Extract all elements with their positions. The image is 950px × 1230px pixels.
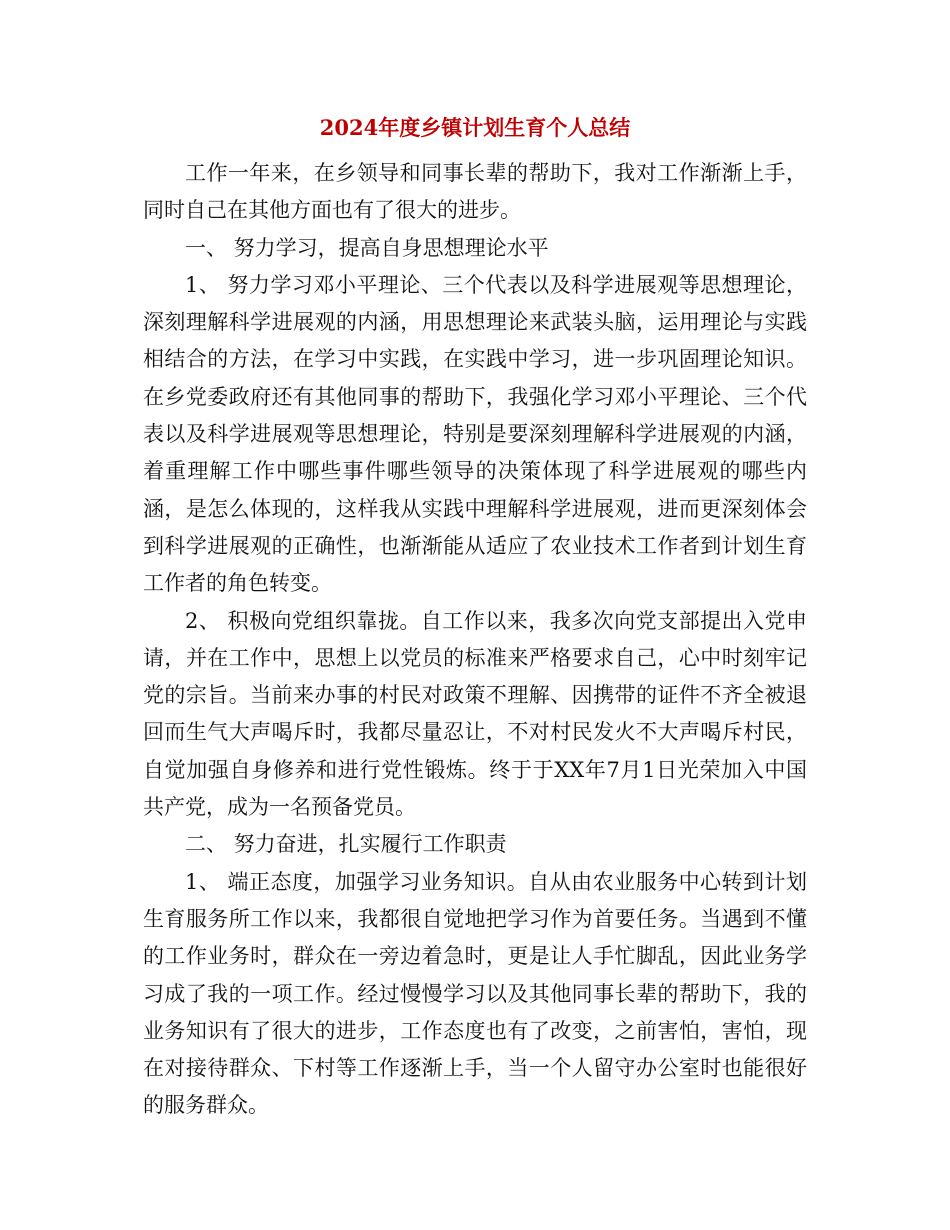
section-heading-2: 二、 努力奋进，扎实履行工作职责 (185, 832, 507, 857)
paragraph-1-1: 1、 努力学习邓小平理论、三个代表以及科学进展观等思想理论，深刻理解科学进展观的内涵，用思想理论来武装头脑，运用理论与实践相结合的方法，在学习中实践，在实践中学习，进一步巩固理论知识。在乡党委政府还有其他同事的帮助下，我强化学习邓小平理论、三个代表以及科学进展观等思想理论，特别是要深刻理解科学进展观的内涵，着重理解工作中哪些事件哪些领导的决策体现了科学进展观的哪些内涵，是怎么体现的，这样我从实践中理解科学进展观，进而更深刻体会到科学进展观的正确性，也渐渐能从适应了农业技术工作者到计划生育工作者的角色转变。 (143, 272, 807, 596)
paragraph-2-1: 1、 端正态度，加强学习业务知识。自从由农业服务中心转到计划生育服务所工作以来，我都很自觉地把学习作为首要任务。当遇到不懂的工作业务时，群众在一旁边着急时，更是让人手忙脚乱，因此业务学习成了我的一项工作。经过慢慢学习以及其他同事长辈的帮助下，我的业务知识有了很大的进步，工作态度也有了改变，之前害怕，害怕，现在对接待群众、下村等工作逐渐上手，当一个人留守办公室时也能很好的服务群众。 (143, 869, 807, 1118)
document-title: 2024年度乡镇计划生育个人总结 (319, 115, 631, 140)
document-body (143, 155, 807, 1125)
paragraph-1-2: 2、 积极向党组织靠拢。自工作以来，我多次向党支部提出入党申请，并在工作中，思想上以党员的标准来严格要求自己，心中时刻牢记党的宗旨。当前来办事的村民对政策不理解、因携带的证件不齐全被退回而生气大声喝斥时，我都尽量忍让，不对村民发火不大声喝斥村民，自觉加强自身修养和进行党性锻炼。终于于XX年7月1日光荣加入中国共产党，成为一名预备党员。 (143, 608, 807, 820)
paragraph-intro: 工作一年来，在乡领导和同事长辈的帮助下，我对工作渐渐上手，同时自己在其他方面也有了很大的进步。 (143, 161, 807, 223)
section-heading-1: 一、 努力学习，提高自身思想理论水平 (185, 235, 549, 260)
